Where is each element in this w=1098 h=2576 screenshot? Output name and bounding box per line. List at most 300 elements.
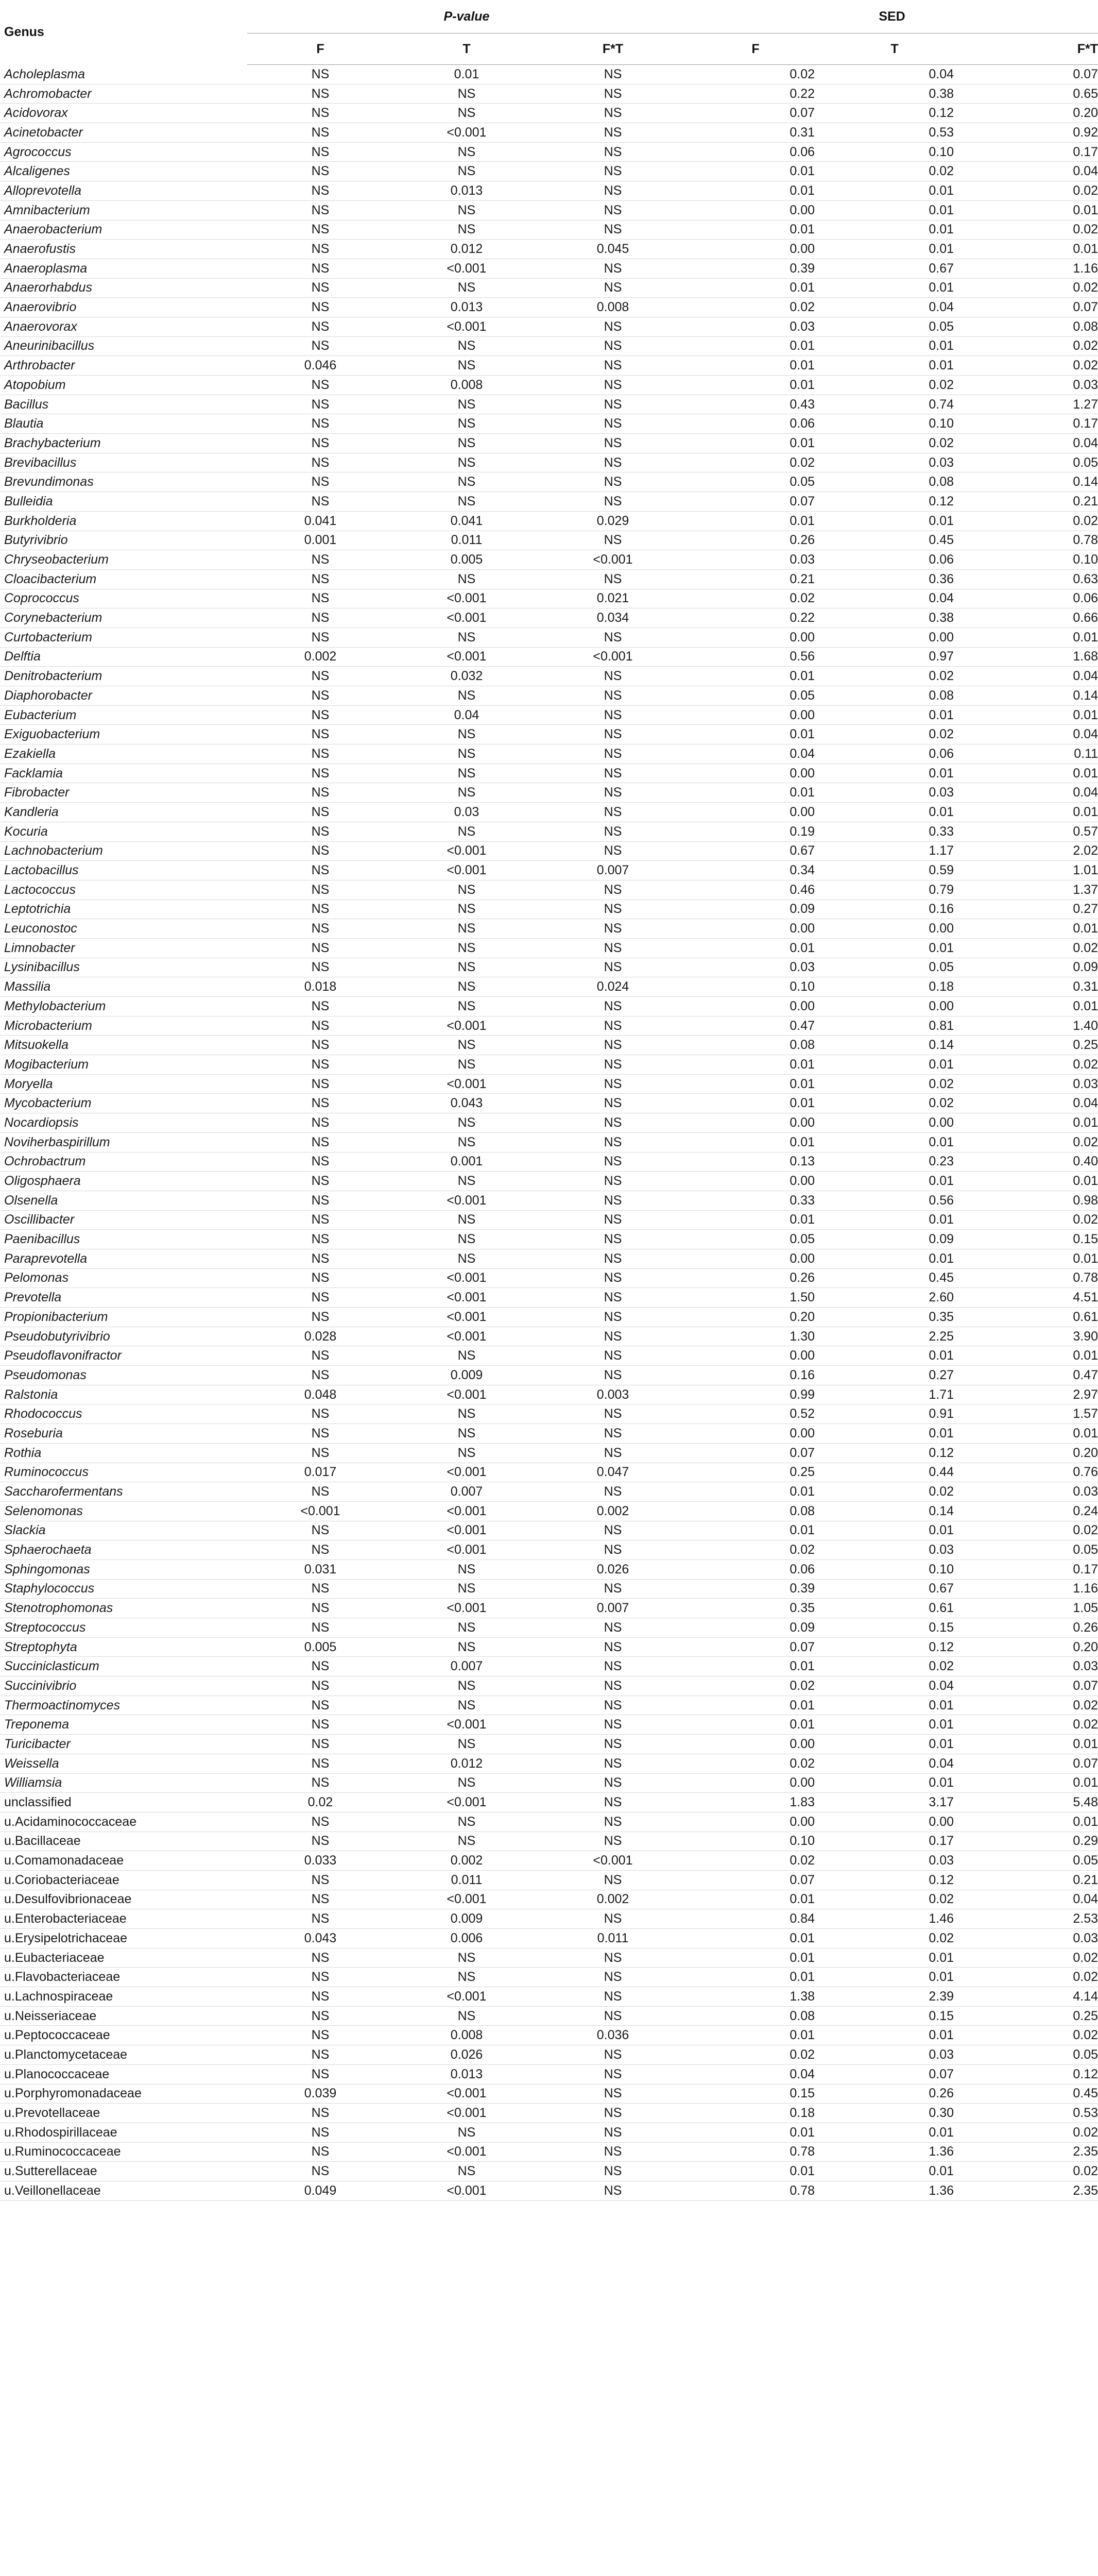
pvalue-t-cell: NS [393,336,540,356]
pvalue-t-cell: <0.001 [393,1191,540,1210]
table-row [0,958,1098,977]
table-row [0,880,1098,900]
genus-cell: Anaerobacterium [0,220,247,240]
sed-t-cell: 0.97 [825,647,964,667]
sed-ft-cell: 0.01 [964,628,1098,647]
genus-cell: Denitrobacterium [0,667,247,686]
pvalue-t-cell: <0.001 [393,647,540,667]
sed-t-cell: 0.01 [825,2162,964,2181]
sed-f-cell: 0.00 [686,1812,825,1832]
pvalue-t-cell: NS [393,492,540,512]
pvalue-f-cell: NS [247,1094,393,1113]
pvalue-t-cell: <0.001 [393,1288,540,1308]
pvalue-t-cell: NS [393,628,540,647]
genus-cell: Mycobacterium [0,1094,247,1113]
table-row [0,278,1098,298]
sed-f-cell: 0.00 [686,1735,825,1754]
pvalue-ft-cell: NS [540,1832,686,1851]
table-row [0,1366,1098,1385]
sed-t-cell: 0.01 [825,1715,964,1735]
pvalue-ft-cell: NS [540,453,686,472]
pvalue-ft-cell: NS [540,938,686,958]
table-row [0,764,1098,783]
pvalue-f-cell: NS [247,104,393,123]
pvalue-ft-cell: NS [540,1540,686,1560]
pvalue-ft-cell: NS [540,84,686,104]
table-row [0,1268,1098,1288]
pvalue-f-cell: NS [247,240,393,259]
sed-ft-cell: 0.01 [964,1424,1098,1444]
pvalue-ft-cell: NS [540,1210,686,1230]
genus-cell: Acholeplasma [0,65,247,84]
sed-ft-cell: 0.02 [964,1055,1098,1075]
sed-f-cell: 0.01 [686,1968,825,1987]
sed-f-cell: 0.09 [686,1618,825,1638]
sed-f-cell: 0.10 [686,977,825,997]
pvalue-ft-cell: NS [540,2123,686,2142]
pvalue-t-cell: NS [393,900,540,919]
sed-f-cell: 0.02 [686,1676,825,1696]
genus-cell: Exiguobacterium [0,725,247,744]
genus-cell: Corynebacterium [0,608,247,628]
table-row [0,2162,1098,2181]
table-row [0,220,1098,240]
pvalue-ft-cell: 0.002 [540,1501,686,1521]
pvalue-ft-cell: NS [540,880,686,900]
pvalue-ft-cell: NS [540,1618,686,1638]
pvalue-f-cell: NS [247,1113,393,1133]
pvalue-t-cell: <0.001 [393,1501,540,1521]
table-row [0,1909,1098,1929]
sed-f-cell: 0.01 [686,1074,825,1094]
sed-t-cell: 0.01 [825,336,964,356]
sed-ft-cell: 0.01 [964,1249,1098,1268]
genus-cell: Pseudobutyrivibrio [0,1327,247,1346]
pvalue-t-cell: NS [393,1036,540,1055]
pvalue-ft-cell: NS [540,744,686,764]
sed-ft-cell: 0.01 [964,1346,1098,1366]
table-row [0,1036,1098,1055]
table-row [0,1230,1098,1249]
pvalue-f-cell: NS [247,1016,393,1036]
sed-t-cell: 0.02 [825,1482,964,1502]
sed-ft-cell: 1.40 [964,1016,1098,1036]
pvalue-f-cell: NS [247,1540,393,1560]
sed-t-cell: 0.01 [825,1172,964,1191]
genus-cell: u.Peptococcaceae [0,2026,247,2045]
pvalue-ft-cell: NS [540,1132,686,1152]
pvalue-f-cell: NS [247,1948,393,1968]
table-row [0,1812,1098,1832]
sed-f-cell: 0.84 [686,1909,825,1929]
sed-ft-cell: 0.02 [964,1968,1098,1987]
pvalue-ft-cell: 0.011 [540,1929,686,1948]
table-row [0,1851,1098,1871]
sed-ft-cell: 4.51 [964,1288,1098,1308]
sed-t-cell: 0.02 [825,667,964,686]
table-row [0,997,1098,1016]
table-row [0,919,1098,939]
pvalue-f-cell: NS [247,1152,393,1172]
pvalue-f-cell: NS [247,1036,393,1055]
genus-cell: Paraprevotella [0,1249,247,1268]
sed-f-cell: 0.00 [686,1773,825,1793]
pvalue-f-cell: NS [247,1754,393,1773]
sed-f-cell: 0.00 [686,1172,825,1191]
pvalue-t-cell: NS [393,278,540,298]
pvalue-t-cell: NS [393,1968,540,1987]
pvalue-t-cell: <0.001 [393,1715,540,1735]
pvalue-t-cell: 0.011 [393,1870,540,1890]
pvalue-f-cell: NS [247,220,393,240]
pvalue-f-cell: NS [247,938,393,958]
table-row [0,492,1098,512]
pvalue-t-cell: NS [393,1443,540,1463]
sed-t-cell: 0.03 [825,453,964,472]
sed-f-cell: 0.07 [686,1637,825,1657]
pvalue-f-cell: NS [247,1210,393,1230]
genus-cell: Lactococcus [0,880,247,900]
pvalue-f-cell: NS [247,1812,393,1832]
genus-cell: Streptophyta [0,1637,247,1657]
sed-ft-cell: 0.04 [964,667,1098,686]
sed-f-cell: 0.52 [686,1404,825,1424]
pvalue-ft-cell: NS [540,2181,686,2200]
pvalue-t-cell: NS [393,1132,540,1152]
pvalue-t-cell: NS [393,1618,540,1638]
sed-ft-cell: 0.08 [964,317,1098,336]
sed-t-cell: 0.01 [825,1521,964,1540]
sed-t-cell: 0.12 [825,1637,964,1657]
pvalue-ft-cell: NS [540,142,686,162]
sed-f-cell: 0.02 [686,2045,825,2065]
pvalue-f-cell: NS [247,1832,393,1851]
sed-f-cell: 1.83 [686,1793,825,1812]
sed-f-cell: 0.00 [686,919,825,939]
table-row [0,1987,1098,2007]
pvalue-f-cell: <0.001 [247,1501,393,1521]
sed-f-cell: 0.16 [686,1366,825,1385]
pvalue-ft-cell: NS [540,2064,686,2084]
table-row [0,608,1098,628]
sed-t-cell: 0.02 [825,1929,964,1948]
table-row [0,1482,1098,1502]
genus-cell: Turicibacter [0,1735,247,1754]
table-row [0,861,1098,880]
pvalue-ft-cell: NS [540,2142,686,2162]
genus-cell: Treponema [0,1715,247,1735]
table-row [0,240,1098,259]
genus-cell: Methylobacterium [0,997,247,1016]
pvalue-t-cell: NS [393,1579,540,1599]
genus-cell: Anaerorhabdus [0,278,247,298]
sed-f-cell: 0.01 [686,1890,825,1909]
pvalue-ft-header: F*T [540,33,686,65]
table-row [0,84,1098,104]
sed-f-cell: 0.21 [686,569,825,589]
sed-ft-cell: 0.02 [964,1948,1098,1968]
sed-ft-cell: 0.01 [964,240,1098,259]
sed-t-cell: 0.15 [825,2006,964,2026]
pvalue-t-cell: NS [393,1210,540,1230]
sed-f-cell: 0.22 [686,608,825,628]
pvalue-t-cell: <0.001 [393,1074,540,1094]
genus-cell: Acidovorax [0,104,247,123]
table-row [0,395,1098,414]
pvalue-f-cell: NS [247,900,393,919]
genus-cell: Facklamia [0,764,247,783]
table-row [0,336,1098,356]
genus-cell: u.Erysipelotrichaceae [0,1929,247,1948]
pvalue-t-cell: NS [393,1346,540,1366]
sed-ft-cell: 0.02 [964,356,1098,376]
pvalue-t-cell: <0.001 [393,259,540,278]
pvalue-t-cell: 0.009 [393,1366,540,1385]
sed-f-cell: 1.30 [686,1327,825,1346]
sed-f-cell: 0.99 [686,1385,825,1404]
genus-cell: Oligosphaera [0,1172,247,1191]
pvalue-t-cell: 0.005 [393,550,540,570]
sed-t-cell: 0.03 [825,1851,964,1871]
genus-cell: Mogibacterium [0,1055,247,1075]
genus-cell: Rhodococcus [0,1404,247,1424]
sed-ft-cell: 0.20 [964,1443,1098,1463]
pvalue-t-cell: NS [393,104,540,123]
sed-ft-cell: 0.45 [964,2084,1098,2104]
pvalue-f-cell: NS [247,84,393,104]
pvalue-t-cell: 0.001 [393,1152,540,1172]
genus-cell: Chryseobacterium [0,550,247,570]
pvalue-f-cell: NS [247,472,393,492]
pvalue-t-header: T [393,33,540,65]
sed-f-cell: 0.01 [686,336,825,356]
sed-t-cell: 0.12 [825,492,964,512]
genus-cell: Nocardiopsis [0,1113,247,1133]
pvalue-t-cell: NS [393,880,540,900]
pvalue-t-cell: NS [393,569,540,589]
pvalue-ft-cell: NS [540,783,686,803]
sed-ft-header: F*T [964,33,1098,65]
sed-t-cell: 0.10 [825,1560,964,1579]
sed-ft-cell: 2.35 [964,2142,1098,2162]
pvalue-ft-cell: NS [540,1055,686,1075]
sed-t-cell: 0.01 [825,764,964,783]
sed-f-cell: 0.02 [686,1540,825,1560]
genus-cell: Anaerovorax [0,317,247,336]
pvalue-ft-cell: NS [540,1249,686,1268]
genus-cell: Ochrobactrum [0,1152,247,1172]
sed-f-cell: 0.01 [686,783,825,803]
sed-f-cell: 0.01 [686,2162,825,2181]
table-row [0,1346,1098,1366]
sed-t-cell: 0.02 [825,434,964,453]
table-row [0,1327,1098,1346]
pvalue-ft-cell: NS [540,1404,686,1424]
genus-cell: Butyrivibrio [0,531,247,550]
sed-t-cell: 0.01 [825,1735,964,1754]
sed-f-cell: 0.01 [686,1715,825,1735]
pvalue-ft-cell: NS [540,1094,686,1113]
sed-ft-cell: 0.98 [964,1191,1098,1210]
sed-t-cell: 0.01 [825,511,964,531]
pvalue-f-cell: NS [247,1579,393,1599]
genus-cell: Blautia [0,414,247,434]
pvalue-t-cell: <0.001 [393,1521,540,1540]
table-row [0,1773,1098,1793]
pvalue-t-cell: 0.013 [393,181,540,201]
sed-ft-cell: 1.27 [964,395,1098,414]
table-row [0,1016,1098,1036]
pvalue-t-cell: NS [393,997,540,1016]
pvalue-ft-cell: NS [540,317,686,336]
sed-t-cell: 0.08 [825,472,964,492]
sed-ft-cell: 0.24 [964,1501,1098,1521]
pvalue-f-cell: NS [247,1890,393,1909]
pvalue-ft-cell: NS [540,220,686,240]
genus-cell: Ralstonia [0,1385,247,1404]
pvalue-f-cell: NS [247,569,393,589]
pvalue-t-cell: NS [393,1560,540,1579]
sed-t-cell: 1.36 [825,2181,964,2200]
sed-t-cell: 0.01 [825,1424,964,1444]
table-row [0,1055,1098,1075]
sed-t-cell: 0.03 [825,2045,964,2065]
pvalue-ft-cell: NS [540,1870,686,1890]
table-row [0,317,1098,336]
sed-t-cell: 0.01 [825,803,964,822]
pvalue-ft-cell: NS [540,1657,686,1676]
pvalue-f-cell: 0.049 [247,2181,393,2200]
sed-t-cell: 0.67 [825,259,964,278]
sed-t-cell: 0.02 [825,376,964,395]
pvalue-ft-cell: NS [540,919,686,939]
pvalue-ft-cell: NS [540,1909,686,1929]
sed-t-cell: 0.30 [825,2104,964,2123]
table-row [0,1404,1098,1424]
table-row [0,259,1098,278]
sed-t-cell: 2.25 [825,1327,964,1346]
genus-cell: Achromobacter [0,84,247,104]
pvalue-t-cell: 0.008 [393,376,540,395]
sed-t-cell: 0.01 [825,1968,964,1987]
sed-t-cell: 0.04 [825,298,964,317]
sed-f-cell: 0.78 [686,2181,825,2200]
table-row [0,1501,1098,1521]
genus-cell: Diaphorobacter [0,686,247,706]
sed-f-cell: 0.47 [686,1016,825,1036]
pvalue-t-cell: 0.013 [393,298,540,317]
sed-f-cell: 0.03 [686,550,825,570]
sed-f-cell: 0.08 [686,2006,825,2026]
table-row [0,104,1098,123]
pvalue-t-cell: NS [393,1948,540,1968]
genus-cell: Ezakiella [0,744,247,764]
pvalue-ft-cell: 0.007 [540,861,686,880]
pvalue-ft-cell: NS [540,414,686,434]
sed-f-cell: 0.19 [686,822,825,841]
pvalue-f-cell: NS [247,1404,393,1424]
pvalue-ft-cell: 0.007 [540,1599,686,1618]
genus-cell: u.Veillonellaceae [0,2181,247,2200]
pvalue-ft-cell: NS [540,1987,686,2007]
pvalue-f-cell: NS [247,1521,393,1540]
pvalue-t-cell: 0.026 [393,2045,540,2065]
pvalue-ft-cell: NS [540,2084,686,2104]
table-row [0,1948,1098,1968]
genus-cell: Cloacibacterium [0,569,247,589]
table-body [0,65,1098,2201]
pvalue-ft-cell: 0.024 [540,977,686,997]
pvalue-f-cell: 0.02 [247,1793,393,1812]
pvalue-f-cell: 0.048 [247,1385,393,1404]
sed-t-cell: 0.01 [825,1948,964,1968]
sed-t-cell: 0.08 [825,686,964,706]
pvalue-group-header: P-value [247,0,686,33]
pvalue-ft-cell: NS [540,569,686,589]
sed-f-cell: 0.01 [686,181,825,201]
table-row [0,628,1098,647]
table-row [0,900,1098,919]
sed-ft-cell: 0.17 [964,1560,1098,1579]
pvalue-ft-cell: NS [540,841,686,861]
sed-ft-cell: 0.02 [964,1696,1098,1715]
pvalue-f-cell: NS [247,1346,393,1366]
genus-cell: Selenomonas [0,1501,247,1521]
sed-t-cell: 0.35 [825,1308,964,1327]
genus-cell: u.Sutterellaceae [0,2162,247,2181]
sed-t-cell: 0.04 [825,1754,964,1773]
sed-f-cell: 0.04 [686,2064,825,2084]
sed-f-cell: 0.01 [686,1657,825,1676]
sed-t-cell: 1.17 [825,841,964,861]
sed-t-cell: 0.01 [825,938,964,958]
sed-ft-cell: 0.03 [964,1929,1098,1948]
sed-ft-cell: 0.02 [964,511,1098,531]
sed-f-cell: 0.08 [686,1501,825,1521]
pvalue-t-cell: NS [393,1230,540,1249]
sed-t-cell: 0.53 [825,123,964,143]
pvalue-f-cell: 0.033 [247,1851,393,1871]
sed-t-cell: 0.01 [825,1210,964,1230]
sed-t-cell: 0.05 [825,958,964,977]
table-row [0,744,1098,764]
pvalue-f-cell: NS [247,2123,393,2142]
sed-t-cell: 1.36 [825,2142,964,2162]
pvalue-f-cell: NS [247,2142,393,2162]
sed-ft-cell: 0.01 [964,764,1098,783]
pvalue-ft-cell: NS [540,492,686,512]
pvalue-t-cell: <0.001 [393,2142,540,2162]
sed-f-cell: 0.01 [686,511,825,531]
sed-f-cell: 0.39 [686,1579,825,1599]
sed-t-cell: 0.01 [825,240,964,259]
pvalue-f-cell: NS [247,2162,393,2181]
sed-f-cell: 0.01 [686,725,825,744]
pvalue-f-cell: NS [247,2104,393,2123]
sed-f-cell: 0.01 [686,1482,825,1502]
pvalue-ft-cell: 0.021 [540,589,686,608]
pvalue-ft-cell: <0.001 [540,647,686,667]
pvalue-f-cell: NS [247,123,393,143]
pvalue-t-cell: NS [393,977,540,997]
pvalue-t-cell: <0.001 [393,1016,540,1036]
pvalue-f-cell: NS [247,1288,393,1308]
sed-ft-cell: 2.35 [964,2181,1098,2200]
pvalue-ft-cell: NS [540,200,686,220]
genus-cell: u.Acidaminococcaceae [0,1812,247,1832]
pvalue-t-cell: NS [393,1812,540,1832]
sed-f-cell: 0.01 [686,1210,825,1230]
